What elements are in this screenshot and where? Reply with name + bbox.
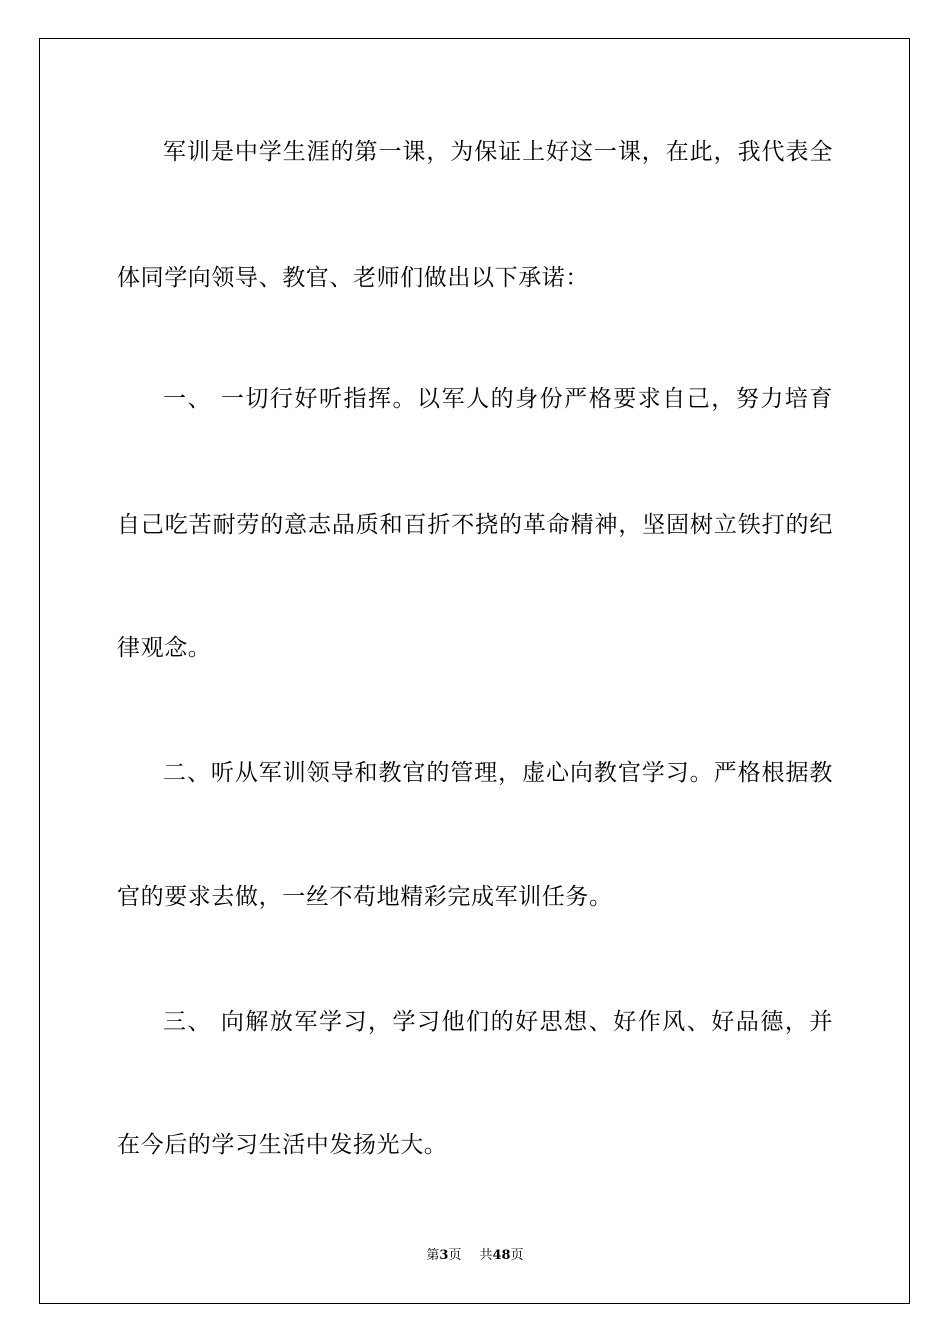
- footer-page-number: 3: [439, 1248, 449, 1263]
- paragraph-2-line-2: 自己吃苦耐劳的意志品质和百折不挠的革命精神，坚固树立铁打的纪: [117, 512, 833, 538]
- paragraph-1-line-2: 体同学向领导、教官、老师们做出以下承诺：: [117, 265, 589, 291]
- paragraph-3-line-1: 二、听从军训领导和教官的管理，虚心向教官学习。严格根据教: [163, 760, 833, 786]
- footer-total-suffix: 页: [510, 1248, 524, 1263]
- footer-page-suffix: 页: [448, 1248, 462, 1263]
- paragraph-4-line-1: 三、 向解放军学习，学习他们的好思想、好作风、好品德，并: [163, 1009, 833, 1035]
- paragraph-2-line-1: 一、 一切行好听指挥。以军人的身份严格要求自己，努力培育: [163, 386, 833, 412]
- paragraph-2-line-3: 律观念。: [117, 635, 212, 661]
- footer-page-prefix: 第: [426, 1248, 440, 1263]
- footer-total-pages: 48: [492, 1248, 511, 1263]
- paragraph-4-line-2: 在今后的学习生活中发扬光大。: [117, 1132, 448, 1158]
- paragraph-3-line-2: 官的要求去做，一丝不苟地精彩完成军训任务。: [117, 884, 613, 910]
- page-footer: [0, 1247, 950, 1265]
- page-border: [39, 38, 910, 1304]
- footer-total-prefix: 共: [479, 1248, 493, 1263]
- paragraph-1-line-1: 军训是中学生涯的第一课，为保证上好这一课，在此，我代表全: [163, 139, 833, 165]
